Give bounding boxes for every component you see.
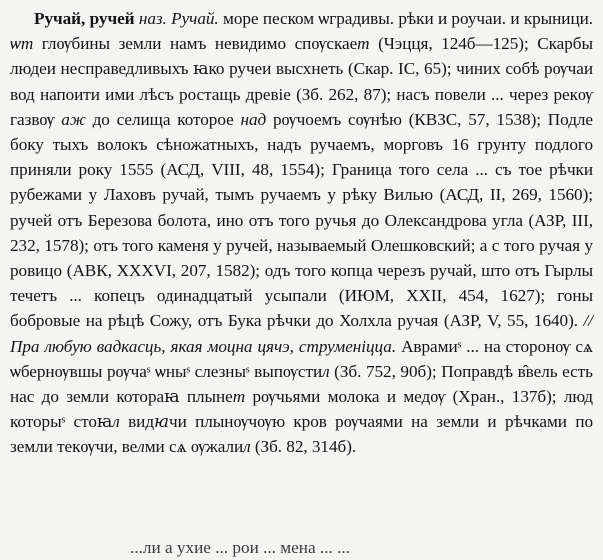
entry-text: чи плынѹчѹю кров рѹчаями на земли и рѣчками по земли текѹчи, ве bbox=[10, 412, 594, 457]
secondary-definition: // Пра любую вадкасць, якая моцна цячэ, струменіцца. bbox=[10, 311, 593, 356]
entry-italic: т bbox=[357, 34, 370, 54]
entry-italic: ѡт bbox=[10, 34, 34, 54]
entry-italic: л bbox=[112, 412, 120, 432]
entry-text: рѹчьями молока и медѹ (Хран., 137б); люд которыˢ стоꙗ bbox=[10, 387, 594, 432]
entry-text: (Зб. 82, 314б). bbox=[250, 437, 357, 457]
entry-text: вид bbox=[119, 412, 155, 432]
entry-text: (Чэцця, 124б—125); Скарбы людеи несправедливыхъ ꙗко ручеи высхнеть (Скар. IC, 65); чиних собѣ рѹчаи вод напоити ими лѣсъ ростащь древіе (Зб. 262, 87); насъ повели ... через рекѹ газвѹ bbox=[10, 34, 593, 129]
entry-italic: л bbox=[243, 437, 251, 457]
entry-text: Аврамиˢ ... на сторонѹ сѧ ѡбернѹвшы рѹчаˢ ѡныˢ слезныˢ выпѹсти bbox=[10, 336, 593, 381]
headword: Ручай, ручей bbox=[34, 9, 135, 28]
grammar-definition: наз. Ручай. bbox=[138, 9, 219, 28]
entry-text: ми сѧ ѹжали bbox=[144, 437, 244, 457]
entry-italic: над bbox=[240, 109, 267, 129]
entry-text: море песком ѡградивы. рѣки и роучаи. и крыници. bbox=[218, 9, 593, 28]
entry-italic: л bbox=[137, 437, 145, 457]
entry-text: (Зб. 752, 90б); Поправдѣ в̂вель есть нас до земли котораꙗ плыне bbox=[10, 361, 593, 407]
entry-italic: ꙗ bbox=[154, 412, 170, 432]
cropped-next-line bbox=[10, 538, 593, 557]
entry-text: до селища которое bbox=[85, 109, 241, 129]
cropped-next-line-text: ...ли а ухие ... рои ... мена ... ... bbox=[130, 538, 350, 557]
entry-text: рѹчоемъ сѹнѣю (КВЗС, 57, 1538); Подле боку тыхъ волокъ сѣножатныхъ, надъ ручаемъ, морговъ 16 грунту подлого приняли року 1555 (АСД, VIII, 48, 1554); Граница того села ... съ тое рѣчки рубежами у Лаховъ ручай, тымъ ручаемъ у рѣку Вилью (АСД, II, 269, 1560); ручей отъ Березова болота, ино отъ того ручья до Олександрова угла (АЗР, III, 232, 1578); отъ того каменя у ручей, называемый Олешковский; а с того ручая у ровицо (АВК, XXXVI, 207, 1582); одъ того копца черезъ ручай, што отъ Гырлы течетъ ... копецъ одинадцатый усыпали (ИЮМ, XXII, 454, 1627); гоны бобровые на рѣцѣ Сожу, отъ Бука рѣчки до Холхла ручая (АЗР, V, 55, 1640). bbox=[10, 109, 594, 331]
entry-italic: т bbox=[232, 387, 246, 407]
dictionary-entry-rucaj bbox=[10, 6, 593, 460]
entry-italic: аж bbox=[61, 109, 86, 129]
entry-italic: л bbox=[322, 361, 330, 381]
entry-text: глѹбины земли намъ невидимо спѹскае bbox=[33, 34, 358, 54]
